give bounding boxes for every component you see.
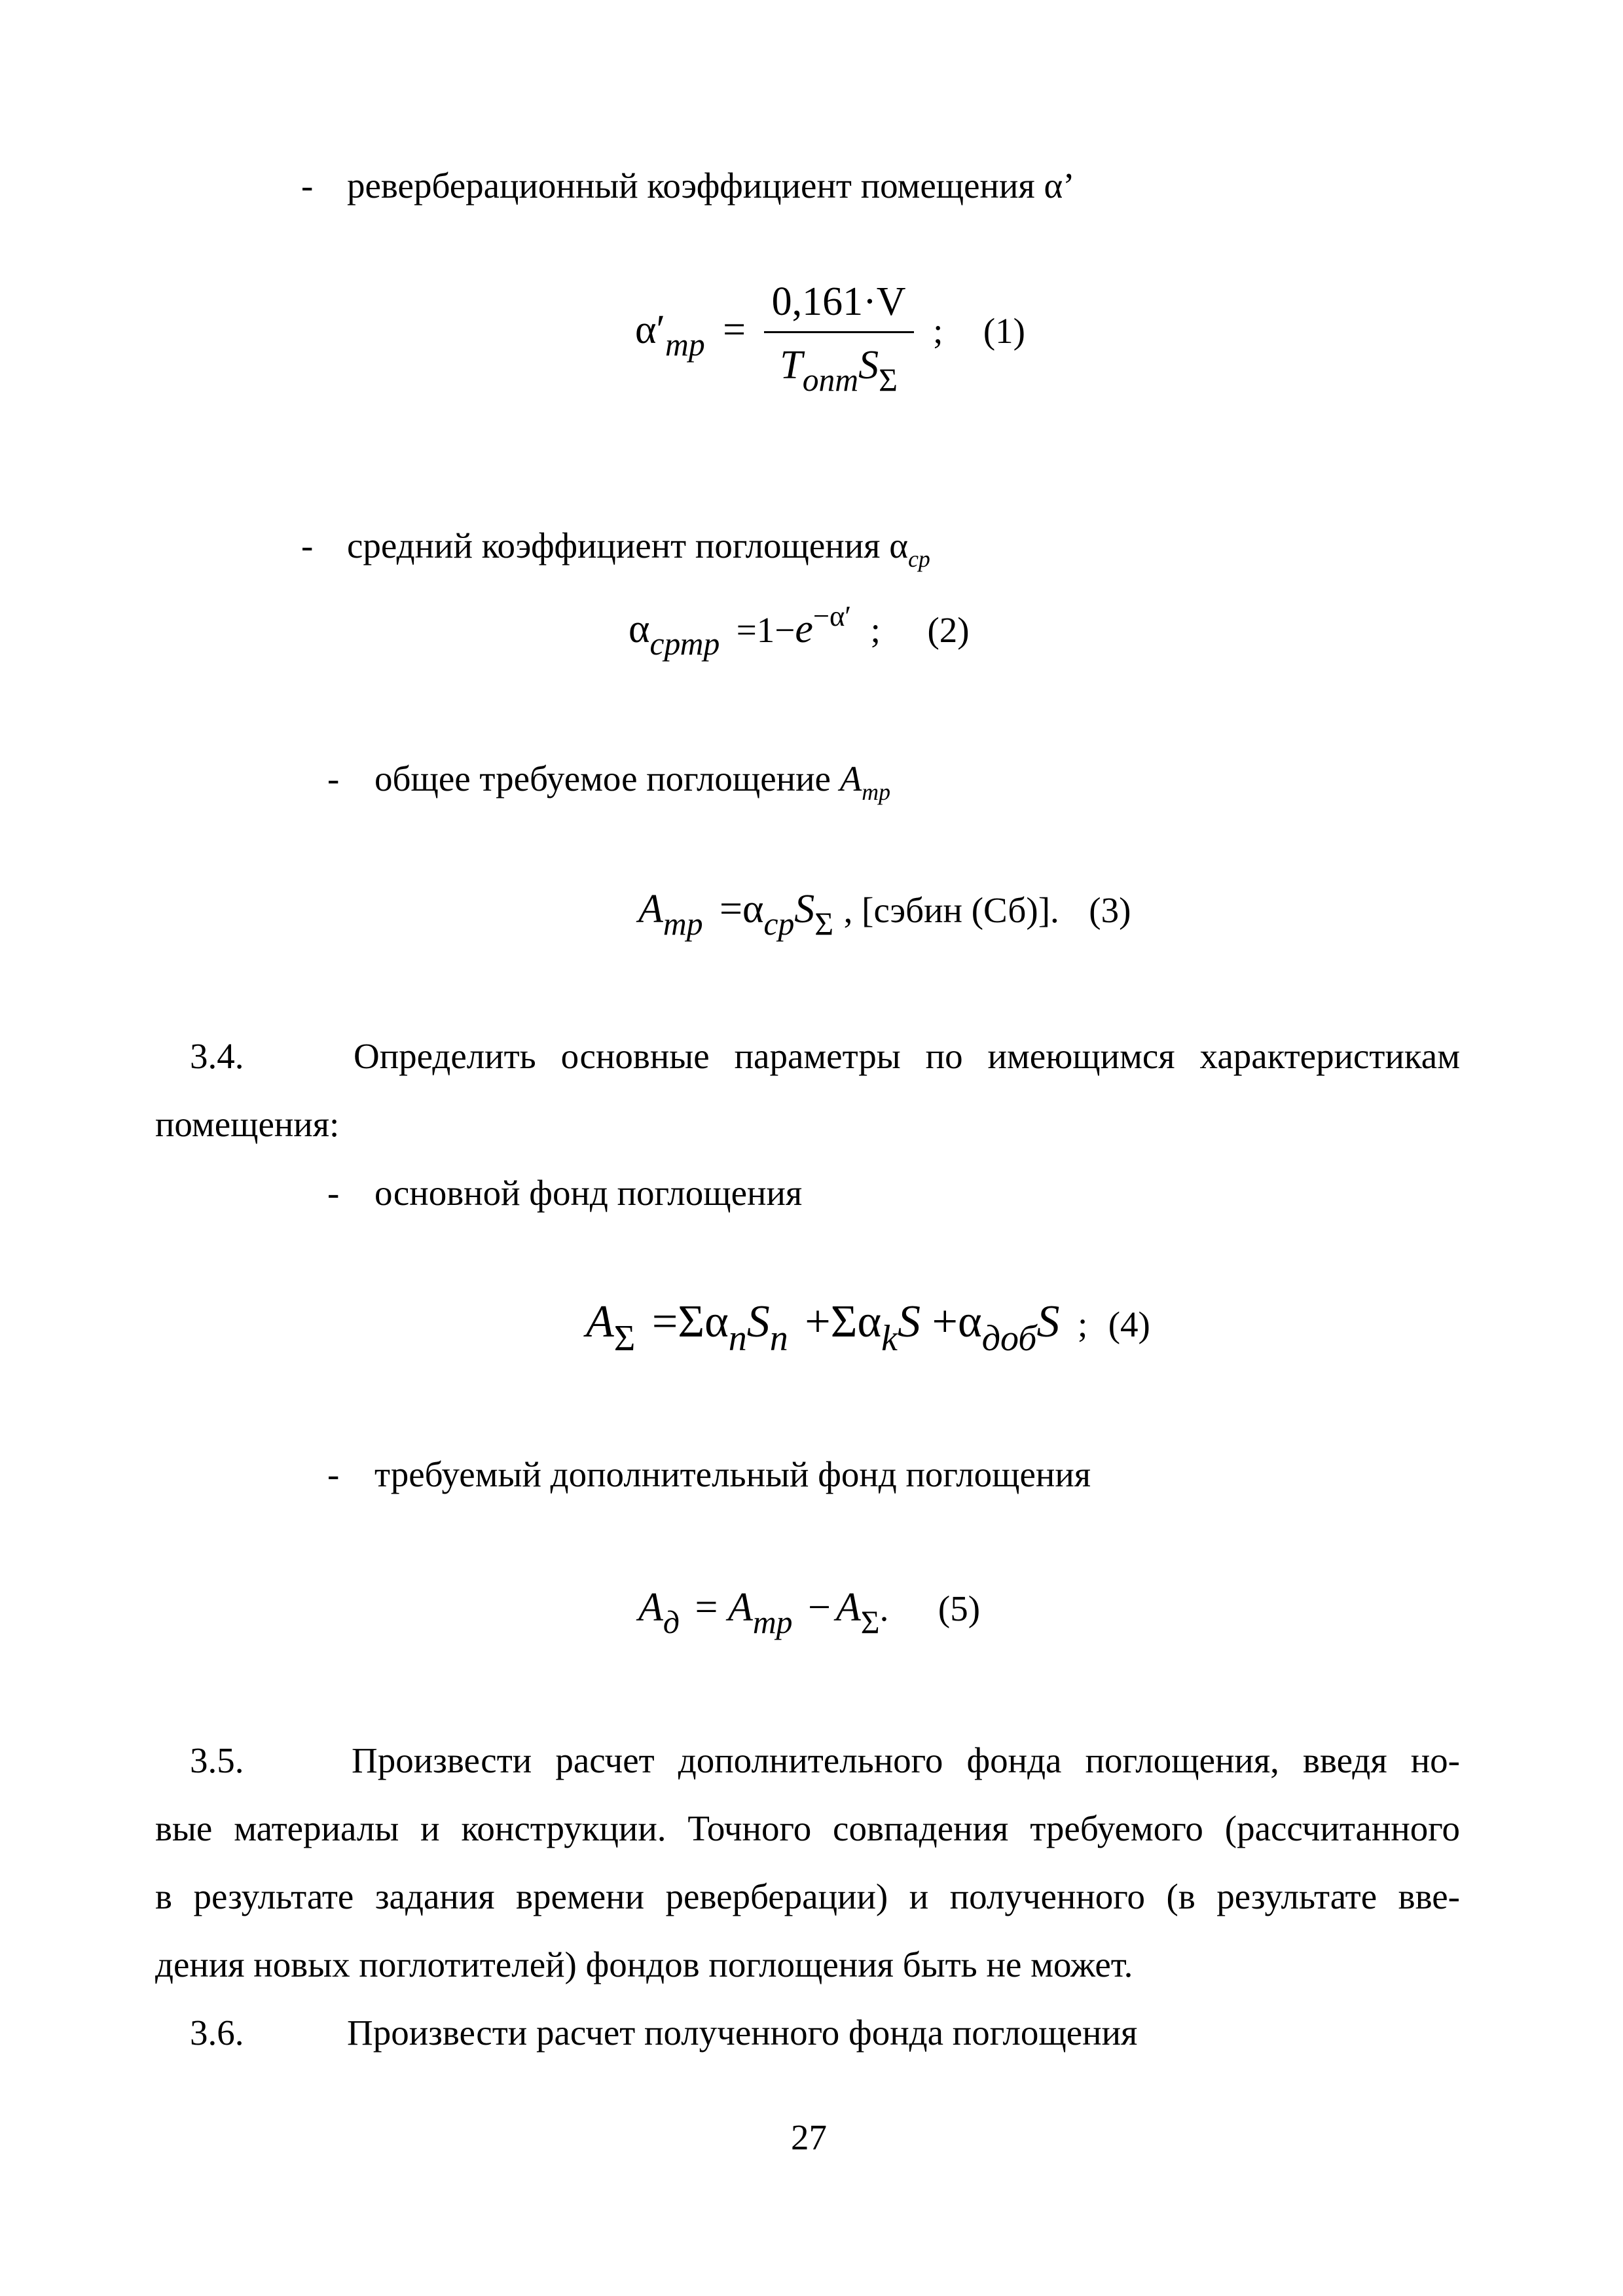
formula-1-denominator: $T_{опт}S_\Sigma$ <box>780 343 898 398</box>
formula-1-number: (1) <box>983 310 1025 351</box>
formula-2-semicolon: ; <box>870 610 881 650</box>
formula-5: $A_д = A_{тр} - A_\Sigma$. (5) <box>638 1585 981 1640</box>
bullet-3-text: общее требуемое поглощение $A_{тр}$ <box>374 759 890 805</box>
section-3-5-line-4: дения новых поглотителей) фондов поглощения быть не может. <box>155 1945 1133 1984</box>
formula-5-number: (5) <box>938 1588 981 1628</box>
section-3-5-line-1: Произвести расчет дополнительного фонда поглощения, введя но- <box>352 1740 1460 1780</box>
formula-1-lhs: $\alpha'_{тр}$ <box>635 307 705 363</box>
formula-1-fraction <box>764 279 914 398</box>
formula-1-equals: = <box>723 307 746 352</box>
bullet-4-text: основной фонд поглощения <box>374 1173 803 1213</box>
bullet-2-text: средний коэффициент поглощения $\alpha_{ср}$ <box>347 526 930 572</box>
bullet-dash: - <box>327 1173 340 1213</box>
formula-3-number: (3) <box>1089 890 1131 930</box>
formula-2-number: (2) <box>927 610 970 650</box>
bullet-dash: - <box>301 166 314 206</box>
section-3-5-number: 3.5. <box>190 1740 244 1780</box>
bullet-dash: - <box>327 759 340 798</box>
formula-4-semicolon: ; <box>1077 1304 1088 1344</box>
bullet-dash: - <box>327 1454 340 1494</box>
bullet-1-text: реверберационный коэффициент помещения α’ <box>347 166 1075 206</box>
bullet-5-text: требуемый дополнительный фонд поглощения <box>374 1454 1091 1494</box>
section-3-4-number: 3.4. <box>190 1036 244 1076</box>
section-3-5-line-3: в результате задания времени реверберации) и полученного (в результате вве- <box>155 1876 1460 1916</box>
bullet-dash: - <box>301 526 314 565</box>
formula-1-numerator: 0,161·V <box>764 281 914 333</box>
section-3-6-number: 3.6. <box>190 2013 244 2053</box>
formula-2: $\alpha_{сртр} =1-e^{-\alpha'}$ ; (2) <box>629 600 970 662</box>
formula-3-unit: , [сэбин (Сб)]. <box>843 890 1059 930</box>
section-3-4-line-2: помещения: <box>155 1104 340 1144</box>
section-3-4-line-1: Определить основные параметры по имеющимся характеристикам <box>354 1036 1460 1076</box>
formula-4-number: (4) <box>1108 1304 1150 1344</box>
formula-1-semicolon: ; <box>933 310 943 351</box>
section-3-6-text: Произвести расчет полученного фонда поглощения <box>347 2013 1138 2053</box>
formula-3: $A_{тр} =\alpha_{ср}S_\Sigma$ , [сэбин (Сб)]. (3) <box>638 887 1131 942</box>
formula-1 <box>635 279 1025 398</box>
section-3-5-line-2: вые материалы и конструкции. Точного совпадения требуемого (рассчитанного <box>155 1808 1460 1848</box>
formula-4: $A_\Sigma =\Sigma\alpha_nS_n +\Sigma\alpha_kS +\alpha_{доб}S$ ; (4) <box>586 1297 1150 1359</box>
page-number: 27 <box>791 2117 827 2157</box>
